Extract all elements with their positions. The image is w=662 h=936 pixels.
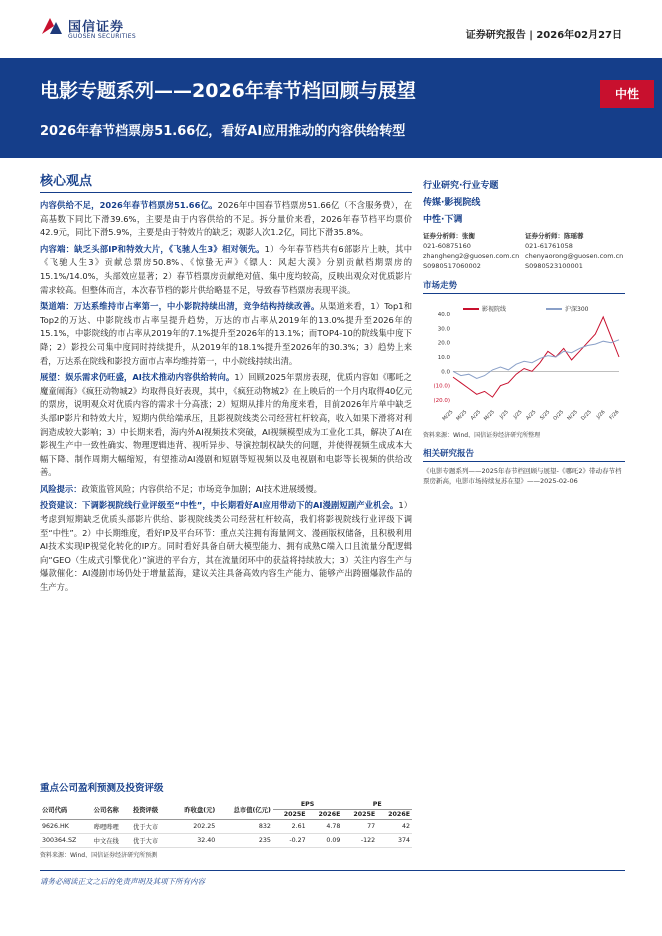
related-title: 相关研究报告 bbox=[423, 447, 625, 462]
paragraph-content: 内容端：缺乏头部IP和特效大片，《飞驰人生3》相对领先。1）今年春节档共有6部影片上映，其中《飞驰人生3》贡献总票房50.8%、《惊蛰无声》《镖人：风起大漠》分别贡献档期票房的15.1%/14.0%，头部效应显著；2）春节档票房贡献绝对值、集中度均较高，反映出观众对优质影片需求较高。但整体而言，本次春节档的影片供给略显不足，导致春节档票房表现平淡。 bbox=[40, 243, 412, 295]
table-row bbox=[40, 820, 412, 834]
analyst-2: 证券分析师：陈瑶蓉 021-61761058 chenyaorong@guosen.com.cn S0980523100001 bbox=[525, 232, 624, 270]
cell-pe2: 374 bbox=[377, 834, 412, 848]
th-pe-2025: 2025E bbox=[342, 810, 377, 820]
th-pe: PE bbox=[342, 800, 412, 810]
report-date: 2026年02月27日 bbox=[536, 30, 622, 41]
core-views-title: 核心观点 bbox=[40, 170, 412, 193]
cell-pe1: 77 bbox=[342, 820, 377, 834]
x-tick-label: M/25 bbox=[455, 409, 469, 423]
forecast-table-section bbox=[40, 780, 412, 859]
sidebar bbox=[423, 178, 625, 486]
x-tick-label: M/25 bbox=[482, 409, 496, 423]
page-header bbox=[0, 0, 662, 58]
cell-eps1: -0.27 bbox=[273, 834, 308, 848]
x-tick-label: J/26 bbox=[595, 409, 607, 421]
th-eps: EPS bbox=[273, 800, 343, 810]
x-tick-label: D/25 bbox=[580, 409, 593, 422]
table-header-row bbox=[40, 800, 412, 810]
logo bbox=[40, 18, 180, 48]
th-price: 昨收盘(元) bbox=[170, 800, 217, 820]
paragraph-supply: 内容供给不足，2026年春节档票房51.66亿。2026年中国春节档票房51.66亿（不含服务费），在高基数下同比下滑39.6%，主要是由于内容供给的不足。拆分量价来看，2026年春节档平均票价42.9元，同比下滑5.9%，主要是由于特效片的缺乏；观影人次1.2亿，同比下滑35.8%。 bbox=[40, 200, 412, 238]
guosen-logo-icon bbox=[40, 14, 64, 38]
footer-divider bbox=[40, 870, 625, 871]
paragraph-outlook: 展望：娱乐需求仍旺盛，AI技术推动内容供给转向。1）回顾2025年票房表现，优质内容如《哪吒之魔童闹海》《疯狂动物城2》均取得良好表现，其中，《疯狂动物城2》在上映后的一个月内取得40亿元的票房，说明观众对优质内容的需求十分高涨；2）短期从排片的角度来看，目前2026年片单中缺乏头部IP影片和特效大片，短期内供给端承压，且影视院线类公司经营杠杆较高，收入如果下滑将对利润造成较大影响；3）中长期来看，海内外AI视频技术突破，AI视频模型成为工业化工具，解决了AI在影视生产中一致性确实、物理逻辑违背、视听异步、导演控制权缺失的问题，并使得视频生成成本大幅下降、制作周期大幅缩短，有望推动AI漫剧和短剧等短视频以及电视剧和电影等长视频的供给改善。 bbox=[40, 372, 412, 478]
cell-name: 中文在线 bbox=[92, 834, 131, 848]
chart-title: 市场走势 bbox=[423, 279, 625, 294]
report-title: 电影专题系列——2026年春节档回顾与展望 bbox=[40, 80, 416, 102]
rating-label: 中性·下调 bbox=[423, 215, 463, 225]
cell-eps2: 4.78 bbox=[308, 820, 343, 834]
x-tick-label: M/25 bbox=[441, 409, 455, 423]
cell-rating: 优于大市 bbox=[131, 820, 170, 834]
y-tick-label: (20.0) bbox=[433, 398, 450, 404]
chart-source: 资料来源：Wind、国信证券经济研究所整理 bbox=[423, 432, 541, 439]
y-tick-label: 40.0 bbox=[437, 312, 450, 318]
analyst-1: 证券分析师：张衡 021-60875160 zhangheng2@guosen.com.cn S0980517060002 bbox=[423, 232, 520, 270]
x-tick-label: A/25 bbox=[469, 409, 483, 422]
y-tick-label: 0.0 bbox=[441, 369, 450, 376]
table-row bbox=[40, 834, 412, 848]
y-tick-label: 30.0 bbox=[437, 326, 450, 333]
x-tick-label: F/26 bbox=[608, 409, 621, 422]
x-tick-label: N/25 bbox=[566, 409, 579, 422]
th-eps-2026: 2026E bbox=[308, 810, 343, 820]
cell-code: 300364.SZ bbox=[40, 834, 92, 848]
paragraph-channel: 渠道端：万达系维持市占率第一，中小影院持续出清，竞争结构持续改善。从渠道来看，1）Top1和Top2的万达、中影院线市占率呈提升趋势，万达的市占率从2019年的13.0%提升至2026年的15.1%，中影院线的市占率从2019年的7.1%提升至2026年的13.1%；而TOP4-10的院线集中度下降；2）影投公司集中度同时持续提升，从2019年的18.1%提升至2026年的30.3%；3）趋势上来看，万达系在院线和影投方面市占率均维持第一，中小院线持续出清。 bbox=[40, 301, 412, 366]
x-tick-label: J/25 bbox=[498, 409, 510, 421]
paragraph-risk: 风险提示：政策监管风险；内容供给不足；市场竞争加剧；AI技术进展缓慢。 bbox=[40, 483, 322, 494]
x-tick-label: O/25 bbox=[552, 409, 566, 422]
sector-label: 传媒·影视院线 bbox=[423, 198, 481, 208]
report-type: 证券研究报告 bbox=[465, 30, 526, 41]
meta-divider: | bbox=[529, 30, 537, 41]
cell-price: 202.25 bbox=[170, 820, 217, 834]
footer-disclaimer: 请务必阅读正文之后的免责声明及其项下所有内容 bbox=[40, 877, 205, 886]
th-code: 公司代码 bbox=[40, 800, 92, 820]
forecast-table bbox=[40, 800, 412, 848]
th-eps-2025: 2025E bbox=[273, 810, 308, 820]
x-tick-label: J/25 bbox=[512, 409, 524, 421]
cell-price: 32.40 bbox=[170, 834, 217, 848]
related-report[interactable]: 《电影专题系列——2025年春节档回顾与展望-《哪吒2》带动春节档票房新高，电影市场持续复苏在望》——2025-02-06 bbox=[423, 467, 622, 485]
cell-eps1: 2.61 bbox=[273, 820, 308, 834]
market-chart-svg bbox=[423, 300, 625, 428]
cell-mcap: 235 bbox=[217, 834, 273, 848]
report-meta bbox=[466, 26, 622, 41]
th-name: 公司名称 bbox=[92, 800, 131, 820]
cell-code: 9626.HK bbox=[40, 820, 92, 834]
x-tick-label: S/25 bbox=[539, 409, 552, 422]
x-tick-label: A/25 bbox=[525, 409, 538, 422]
title-banner bbox=[0, 58, 662, 158]
chart-legend bbox=[463, 304, 588, 313]
series-line-1 bbox=[453, 340, 619, 379]
cell-name: 哔哩哔哩 bbox=[92, 820, 131, 834]
cell-pe1: -122 bbox=[342, 834, 377, 848]
series-line-0 bbox=[453, 317, 619, 397]
rating-badge: 中性 bbox=[600, 80, 654, 108]
market-chart bbox=[423, 300, 625, 428]
th-rating: 投资评级 bbox=[131, 800, 170, 820]
legend-item-0: 影视院线 bbox=[463, 304, 506, 313]
core-views bbox=[40, 170, 412, 598]
cell-pe2: 42 bbox=[377, 820, 412, 834]
table-source: 资料来源：Wind、国信证券经济研究所预测 bbox=[40, 852, 158, 859]
y-tick-label: (10.0) bbox=[433, 383, 450, 390]
table-title: 重点公司盈利预测及投资评级 bbox=[40, 783, 164, 794]
industry-label: 行业研究·行业专题 bbox=[423, 181, 499, 191]
y-tick-label: 20.0 bbox=[437, 340, 450, 347]
y-tick-label: 10.0 bbox=[437, 355, 450, 361]
th-pe-2026: 2026E bbox=[377, 810, 412, 820]
paragraph-advice: 投资建议：下调影视院线行业评级至“中性”，中长期看好AI应用带动下的AI漫剧短剧产业机会。1）考虑到短期缺乏优质头部影片供给、影视院线类公司经营杠杆较高，我们将影视院线行业评级下调至“中性”。2）中长期维度，看好IP及平台环节：重点关注拥有海量网文、漫画版权储备，且积极利用AI技术实现IP视觉化转化的IP方。同时看好具备自研大模型能力、拥有成熟C端入口且流量分配逻辑向“GEO（生成式引擎优化）”演进的平台方，其在流量闭环中的获益将持续放大；3）关注内容生产与爆款催化：AI漫剧市场仍处于增量蓝海，建议关注具备高效内容生产能力、能够产出跨圈爆款作品的生产方。 bbox=[40, 500, 413, 593]
cell-mcap: 832 bbox=[217, 820, 273, 834]
th-mcap: 总市值(亿元) bbox=[217, 800, 273, 820]
analysts bbox=[423, 231, 625, 271]
cell-rating: 优于大市 bbox=[131, 834, 170, 848]
cell-eps2: 0.09 bbox=[308, 834, 343, 848]
logo-subtext: GUOSEN SECURITIES bbox=[68, 33, 137, 40]
report-subtitle: 2026年春节档票房51.66亿，看好AI应用推动的内容供给转型 bbox=[40, 124, 406, 139]
legend-item-1: 沪深300 bbox=[546, 304, 588, 313]
logo-text: 国信证券 bbox=[68, 20, 125, 35]
